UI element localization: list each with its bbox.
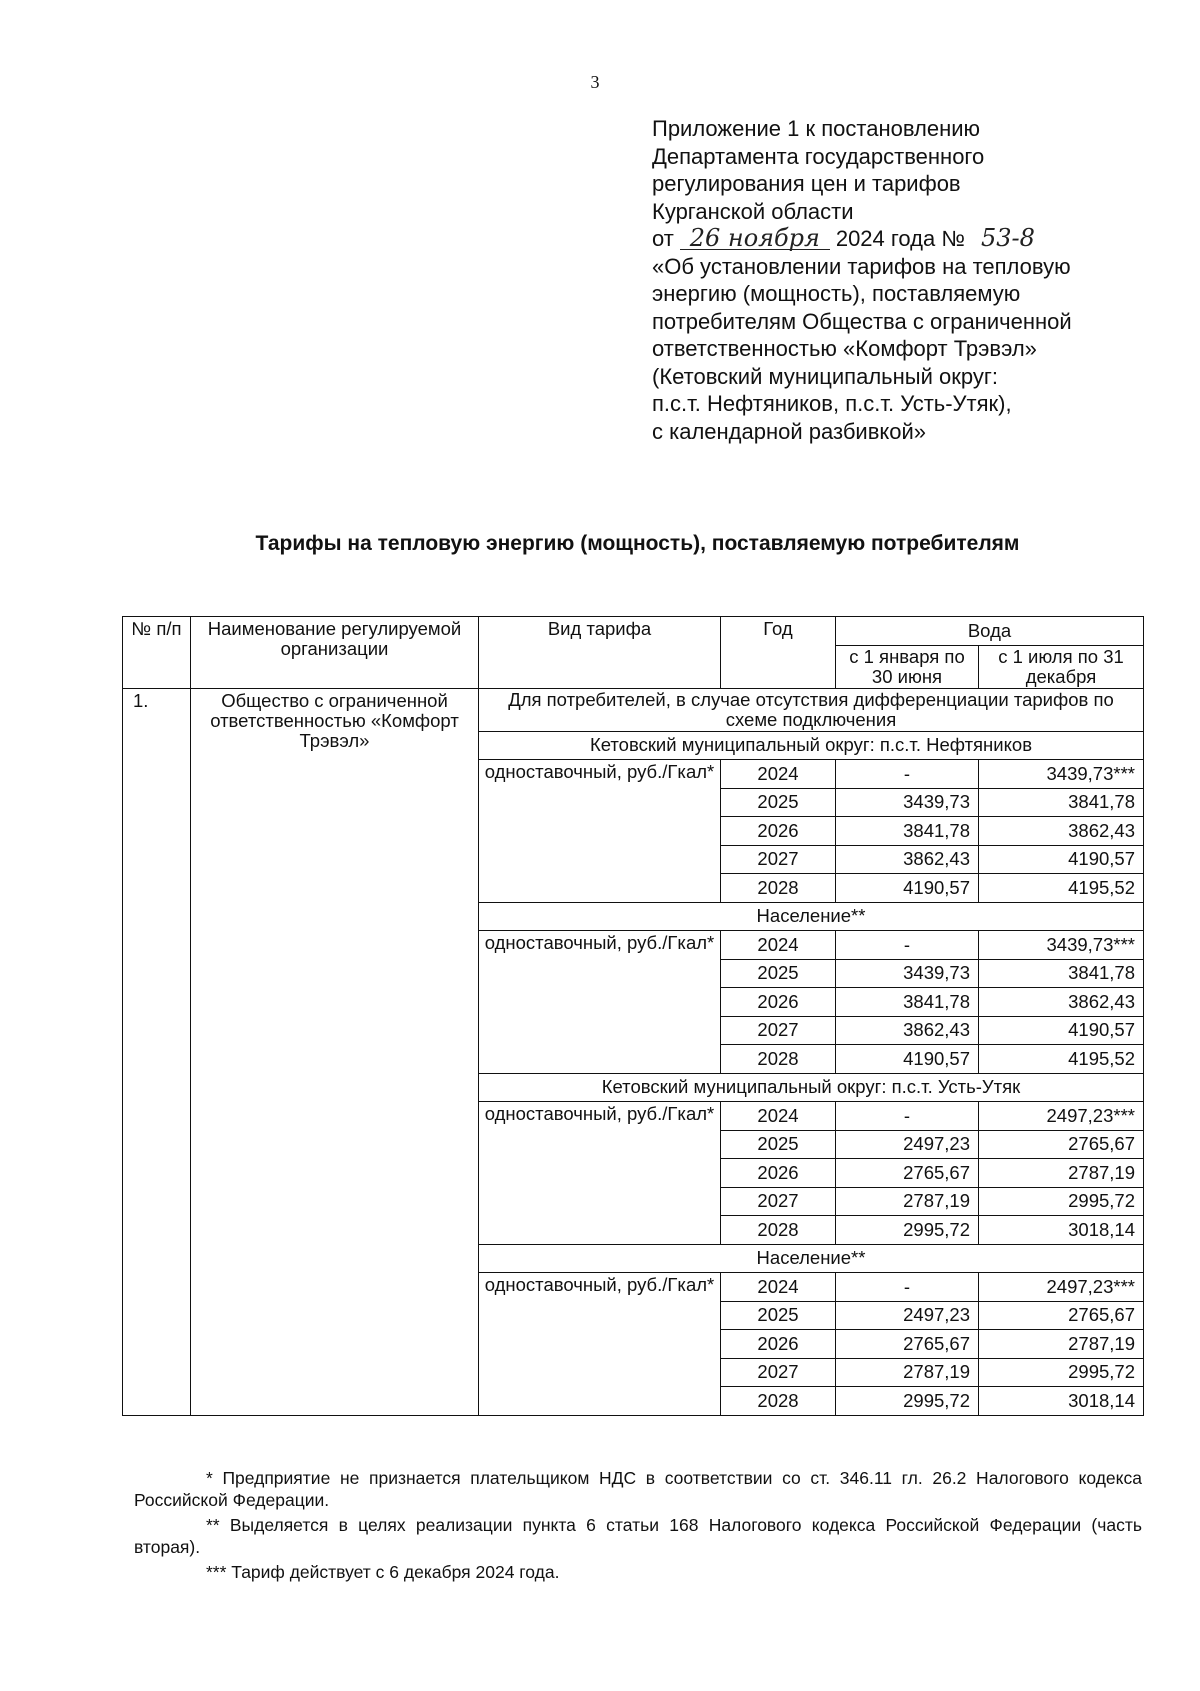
year-cell: 2025 [721,959,836,988]
handwritten-number: 53-8 [981,224,1035,252]
header-tariff-type: Вид тарифа [479,617,721,689]
tariff-period-1: 2497,23 [836,1301,979,1330]
tariff-period-1: 2995,72 [836,1216,979,1245]
tariff-table [122,616,1144,1416]
section-heading: Кетовский муниципальный округ: п.с.т. Усть-Утяк [479,1073,1144,1102]
table-row [123,688,1144,731]
tariff-period-2: 3439,73*** [979,931,1144,960]
year-cell: 2028 [721,1387,836,1416]
tariff-period-2: 4195,52 [979,874,1144,903]
tariff-period-2: 3439,73*** [979,760,1144,789]
footnote: ** Выделяется в целях реализации пункта 6 статьи 168 Налогового кодекса Российской Федерации (часть вторая). [134,1515,1142,1557]
tariff-period-2: 4195,52 [979,1045,1144,1074]
tariff-period-1: - [836,1273,979,1302]
year-cell: 2026 [721,1159,836,1188]
tariff-type-label: одноставочный, руб./Гкал* [479,1273,721,1416]
tariff-type-label: одноставочный, руб./Гкал* [479,1102,721,1245]
tariff-period-2: 2995,72 [979,1187,1144,1216]
section-heading: Население** [479,902,1144,931]
header-period-2: с 1 июля по 31 декабря [979,645,1144,688]
tariff-period-2: 3841,78 [979,788,1144,817]
appendix-line: регулирования цен и тарифов [652,171,961,196]
year-cell: 2027 [721,1016,836,1045]
section-heading: Кетовский муниципальный округ: п.с.т. Нефтяников [479,731,1144,760]
footnote: *** Тариф действует с 6 декабря 2024 года. [206,1562,560,1582]
tariff-period-2: 2787,19 [979,1330,1144,1359]
header-org: Наименование регулируемой организации [191,617,479,689]
tariff-period-2: 2497,23*** [979,1102,1144,1131]
tariff-period-2: 3018,14 [979,1387,1144,1416]
tariff-period-2: 2497,23*** [979,1273,1144,1302]
header-num: № п/п [123,617,191,689]
tariff-period-2: 2765,67 [979,1301,1144,1330]
tariff-period-1: 2765,67 [836,1330,979,1359]
year-cell: 2027 [721,845,836,874]
tariff-type-label: одноставочный, руб./Гкал* [479,760,721,903]
subject-line: с календарной разбивкой» [652,418,927,444]
row-number: 1. [123,688,191,1415]
tariff-period-2: 4190,57 [979,845,1144,874]
subject-line: «Об установлении тарифов на тепловую [652,253,1071,279]
tariff-period-1: - [836,760,979,789]
subject-line: (Кетовский муниципальный округ: [652,363,998,389]
general-note: Для потребителей, в случае отсутствия дифференциации тарифов по схеме подключения [479,688,1144,731]
tariff-period-1: - [836,1102,979,1131]
year-cell: 2027 [721,1187,836,1216]
header-period-1: с 1 января по 30 июня [836,645,979,688]
year-cell: 2024 [721,931,836,960]
subject-line: ответственностью «Комфорт Трэвэл» [652,336,1037,361]
appendix-line: Департамента государственного [652,143,985,169]
tariff-period-1: 4190,57 [836,1045,979,1074]
tariff-period-1: 2787,19 [836,1187,979,1216]
footnote: * Предприятие не признается плательщиком НДС в соответствии со ст. 346.11 гл. 26.2 Налогового кодекса Российской Федерации. [134,1468,1142,1510]
appendix-date-line [652,225,1172,253]
subject-line: п.с.т. Нефтяников, п.с.т. Усть-Утяк), [652,391,1012,416]
tariff-period-1: 3841,78 [836,988,979,1017]
year-cell: 2028 [721,1216,836,1245]
appendix-line: Курганской области [652,198,854,224]
subject-line: потребителям Общества с ограниченной [652,308,1072,334]
page-number: 3 [590,72,600,92]
section-heading: Население** [479,1244,1144,1273]
document-title: Тарифы на тепловую энергию (мощность), поставляемую потребителям [255,532,1020,555]
year-cell: 2025 [721,1301,836,1330]
year-cell: 2028 [721,874,836,903]
tariff-period-1: 3439,73 [836,959,979,988]
subject-line: энергию (мощность), поставляемую [652,281,1021,306]
appendix-line: Приложение 1 к постановлению [652,116,981,141]
tariff-period-2: 3862,43 [979,817,1144,846]
tariff-period-1: 4190,57 [836,874,979,903]
year-cell: 2026 [721,817,836,846]
organization-name: Общество с ограниченной ответственностью «Комфорт Трэвэл» [191,688,479,1415]
tariff-period-1: 3862,43 [836,845,979,874]
year-cell: 2028 [721,1045,836,1074]
tariff-period-2: 3018,14 [979,1216,1144,1245]
year-cell: 2024 [721,1102,836,1131]
tariff-period-2: 3862,43 [979,988,1144,1017]
tariff-period-1: 2787,19 [836,1358,979,1387]
tariff-period-2: 3841,78 [979,959,1144,988]
year-cell: 2024 [721,1273,836,1302]
header-water: Вода [836,617,1144,646]
tariff-period-2: 2995,72 [979,1358,1144,1387]
date-prefix: от [652,226,674,251]
tariff-period-1: 2497,23 [836,1130,979,1159]
tariff-period-1: 2765,67 [836,1159,979,1188]
year-cell: 2027 [721,1358,836,1387]
tariff-period-1: 3439,73 [836,788,979,817]
year-cell: 2024 [721,760,836,789]
handwritten-date: 26 ноября [680,227,830,250]
appendix-block [652,115,1172,445]
year-cell: 2026 [721,988,836,1017]
tariff-period-2: 2787,19 [979,1159,1144,1188]
tariff-period-2: 4190,57 [979,1016,1144,1045]
tariff-period-1: 3841,78 [836,817,979,846]
tariff-period-1: 3862,43 [836,1016,979,1045]
tariff-period-1: 2995,72 [836,1387,979,1416]
tariff-period-1: - [836,931,979,960]
tariff-type-label: одноставочный, руб./Гкал* [479,931,721,1074]
tariff-period-2: 2765,67 [979,1130,1144,1159]
year-cell: 2025 [721,1130,836,1159]
date-suffix: 2024 года № [835,226,965,251]
footnotes [134,1467,1142,1586]
year-cell: 2026 [721,1330,836,1359]
year-cell: 2025 [721,788,836,817]
header-year: Год [721,617,836,689]
